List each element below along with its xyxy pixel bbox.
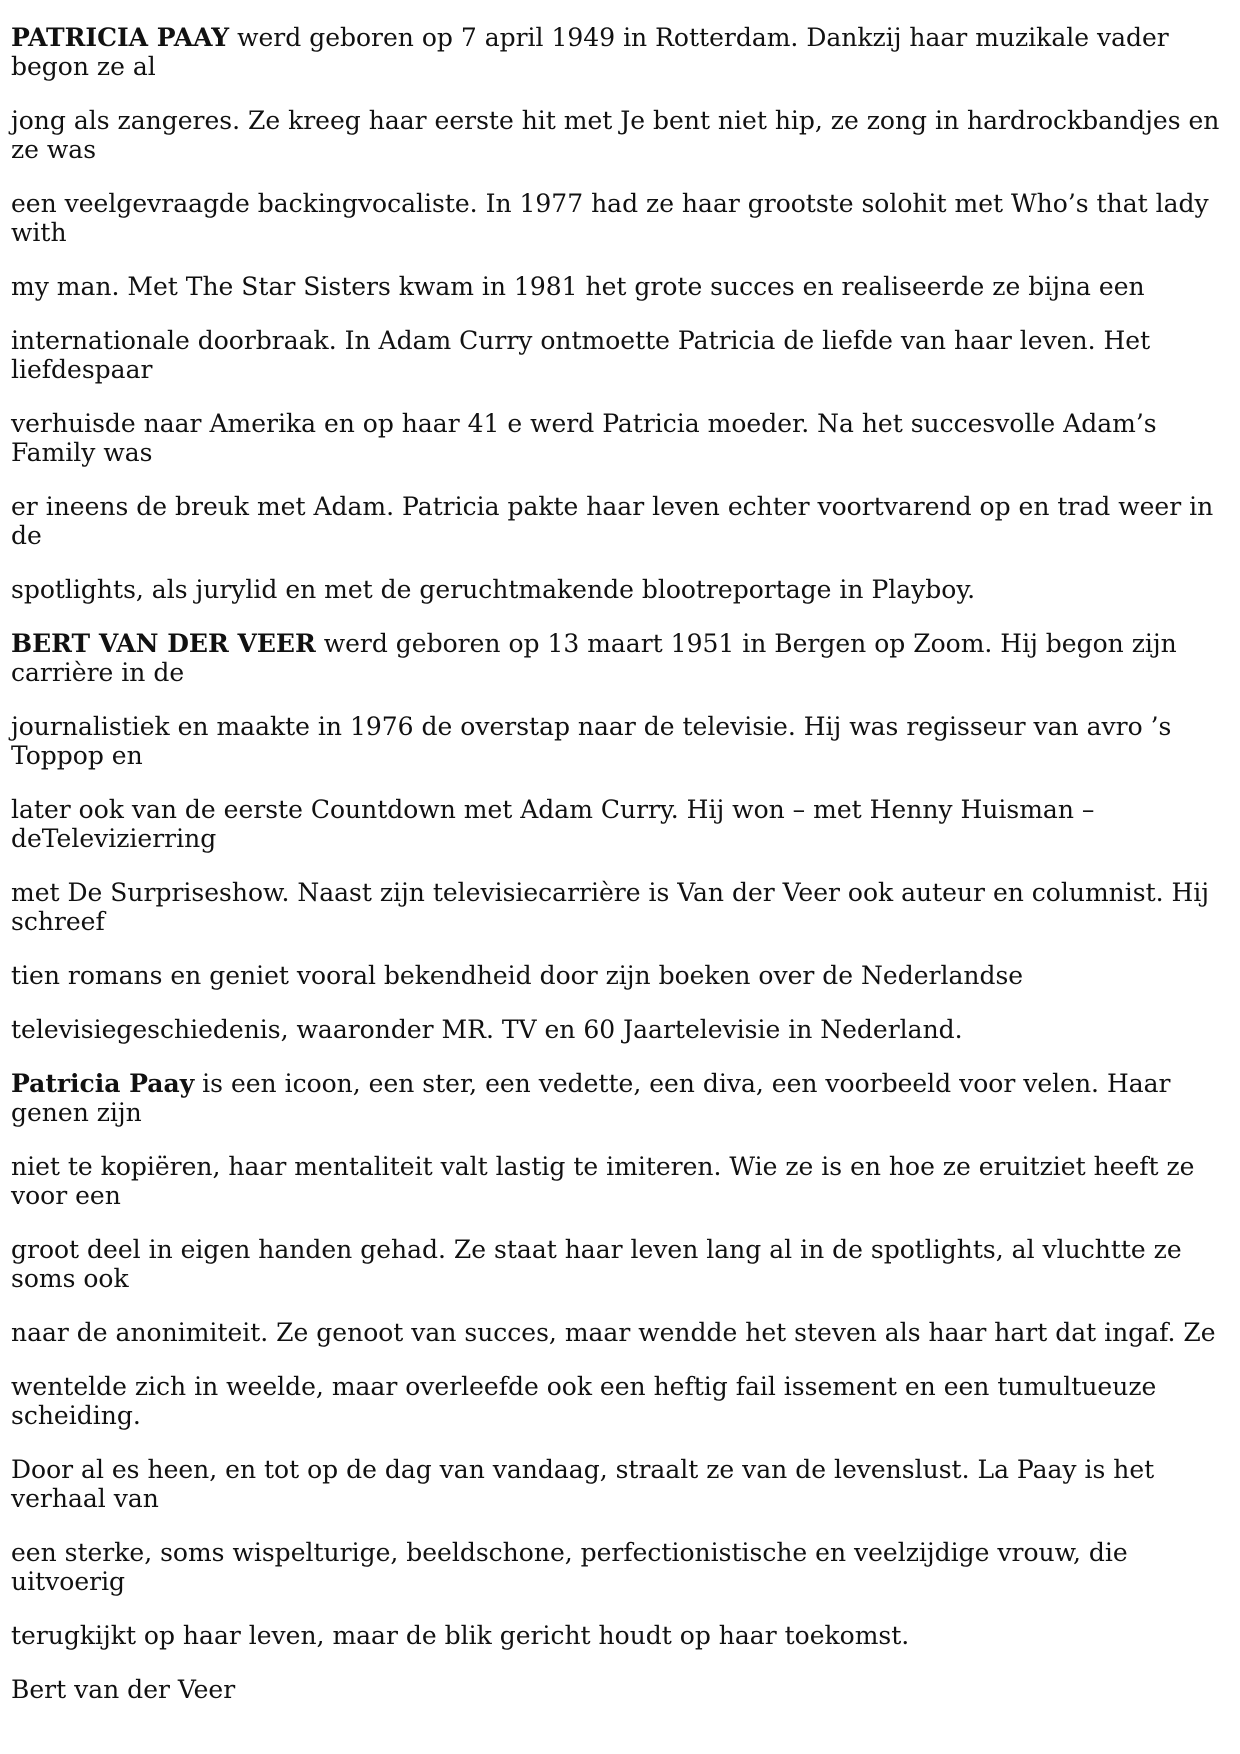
line-text: er ineens de breuk met Adam. Patricia pakte haar leven echter voortvarend op en trad weer in de [11, 492, 1214, 550]
line-text: my man. Met The Star Sisters kwam in 1981 het grote succes en realiseerde ze bijna een [11, 272, 1145, 301]
text-line [11, 1455, 1233, 1513]
text-line [11, 712, 1233, 770]
author-signature: Bert van der Veer [11, 1675, 236, 1704]
line-text: een veelgevraagde backingvocaliste. In 1977 had ze haar grootste solohit met Who’s that lady with [11, 189, 1209, 247]
line-text: een sterke, soms wispelturige, beeldschone, perfectionistische en veelzijdige vrouw, die uitvoerig [11, 1538, 1128, 1596]
text-line [11, 575, 1233, 604]
bold-name: PATRICIA PAAY [11, 23, 230, 52]
signature-line [11, 1675, 1233, 1704]
document-page [11, 23, 1233, 1729]
line-text: televisiegeschiedenis, waaronder MR. TV en 60 Jaartelevisie in Nederland. [11, 1015, 963, 1044]
line-text: werd geboren op 13 maart 1951 in Bergen op Zoom. Hij begon zijn carrière in de [11, 629, 1177, 687]
text-line [11, 272, 1233, 301]
line-text: later ook van de eerste Countdown met Adam Curry. Hij won – met Henny Huisman – deTelevizierring [11, 795, 1095, 853]
text-line [11, 409, 1233, 467]
line-text: niet te kopiëren, haar mentaliteit valt lastig te imiteren. Wie ze is en hoe ze eruitziet heeft ze voor een [11, 1152, 1195, 1210]
text-line [11, 106, 1233, 164]
text-line [11, 1372, 1233, 1430]
text-line [11, 23, 1233, 81]
text-line [11, 1015, 1233, 1044]
bold-name: Patricia Paay [11, 1069, 195, 1098]
line-text: groot deel in eigen handen gehad. Ze staat haar leven lang al in de spotlights, al vluchtte ze soms ook [11, 1235, 1182, 1293]
line-text: jong als zangeres. Ze kreeg haar eerste hit met Je bent niet hip, ze zong in hardrockbandjes en ze was [11, 106, 1220, 164]
line-text: met De Surpriseshow. Naast zijn televisiecarrière is Van der Veer ook auteur en columnist. Hij schreef [11, 878, 1210, 936]
text-line [11, 629, 1233, 687]
text-line [11, 1069, 1233, 1127]
text-line [11, 1538, 1233, 1596]
line-text: Door al es heen, en tot op de dag van vandaag, straalt ze van de levenslust. La Paay is het verhaal van [11, 1455, 1155, 1513]
line-text: terugkijkt op haar leven, maar de blik gericht houdt op haar toekomst. [11, 1621, 910, 1650]
line-text: is een icoon, een ster, een vedette, een diva, een voorbeeld voor velen. Haar genen zijn [11, 1069, 1171, 1127]
line-text: journalistiek en maakte in 1976 de overstap naar de televisie. Hij was regisseur van avro ’s Toppop en [11, 712, 1172, 770]
line-text: werd geboren op 7 april 1949 in Rotterdam. Dankzij haar muzikale vader begon ze al [11, 23, 1169, 81]
text-line [11, 1318, 1233, 1347]
text-line [11, 326, 1233, 384]
line-text: naar de anonimiteit. Ze genoot van succes, maar wendde het steven als haar hart dat ingaf. Ze [11, 1318, 1216, 1347]
text-line [11, 1152, 1233, 1210]
line-text: wentelde zich in weelde, maar overleefde ook een heftig fail issement en een tumultueuze scheiding. [11, 1372, 1157, 1430]
line-text: tien romans en geniet vooral bekendheid door zijn boeken over de Nederlandse [11, 961, 1024, 990]
text-line [11, 878, 1233, 936]
text-line [11, 961, 1233, 990]
text-line [11, 1621, 1233, 1650]
text-line [11, 795, 1233, 853]
line-text: internationale doorbraak. In Adam Curry ontmoette Patricia de liefde van haar leven. Het liefdespaar [11, 326, 1151, 384]
text-line [11, 1235, 1233, 1293]
bold-name: BERT VAN DER VEER [11, 629, 316, 658]
line-text: verhuisde naar Amerika en op haar 41 e werd Patricia moeder. Na het succesvolle Adam’s Family was [11, 409, 1157, 467]
text-line [11, 189, 1233, 247]
text-line [11, 492, 1233, 550]
line-text: spotlights, als jurylid en met de geruchtmakende blootreportage in Playboy. [11, 575, 976, 604]
